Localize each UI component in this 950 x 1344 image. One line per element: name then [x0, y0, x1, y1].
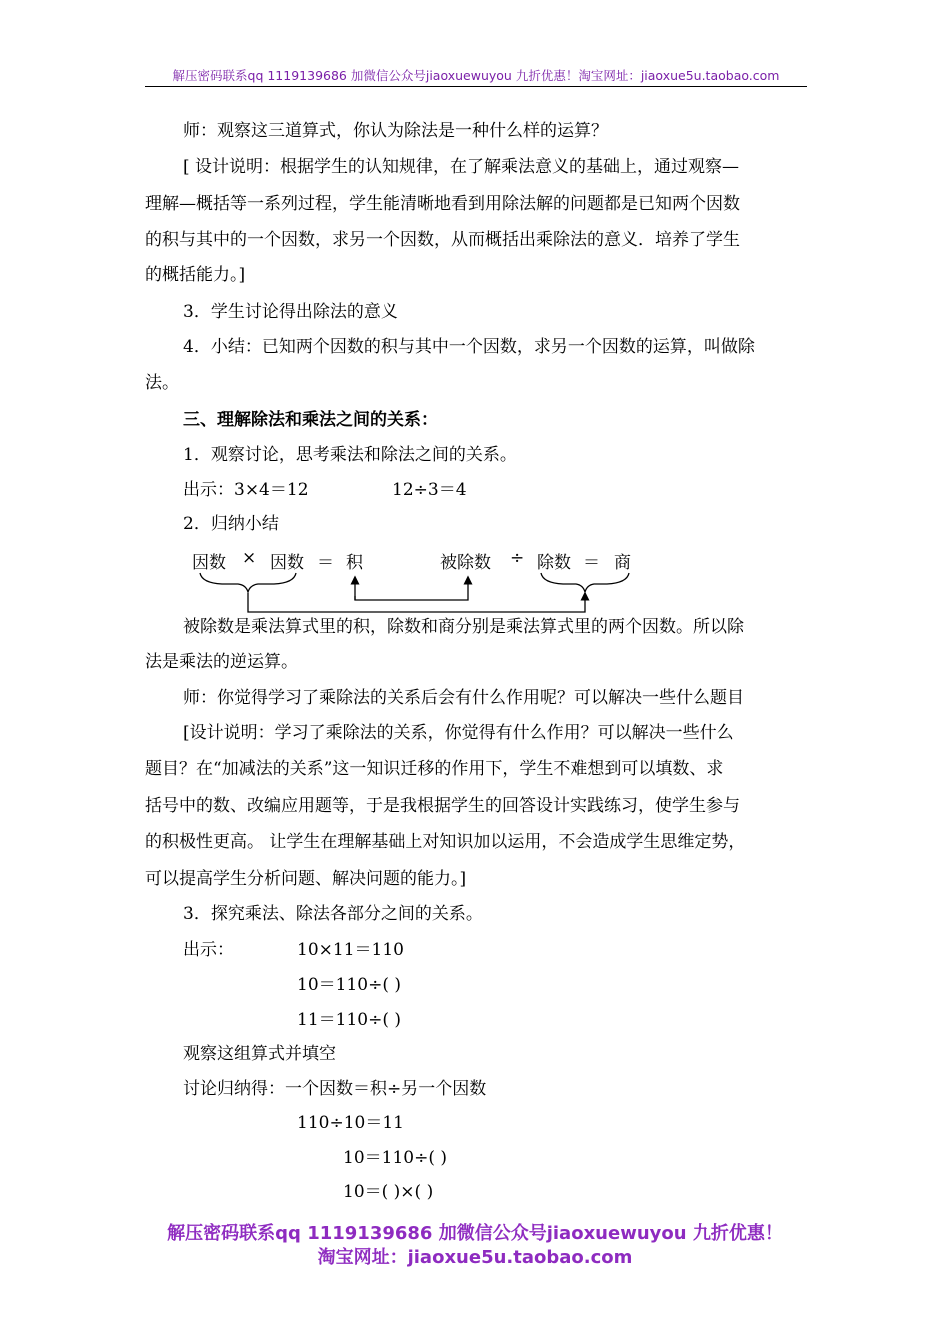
section-heading-3: 三、理解除法和乘法之间的关系：: [183, 410, 438, 430]
equation-10x11: 10×11＝110: [297, 940, 404, 960]
show-equation-1: 出示：3×4＝12: [183, 480, 309, 500]
design-note-2-line-1: [设计说明：学习了乘除法的关系，你觉得有什么作用？可以解决一些什么: [183, 723, 734, 743]
footer-watermark-line-2: 淘宝网址：jiaoxue5u.taobao.com: [317, 1247, 633, 1268]
discussion-result: 讨论归纳得：一个因数＝积÷另一个因数: [183, 1079, 487, 1099]
equation-10-blank: 10＝110÷( ): [297, 975, 401, 995]
equation-11-blank: 11＝110÷( ): [297, 1010, 401, 1030]
fill-in-instruction: 观察这组算式并填空: [183, 1044, 336, 1064]
product-label: 积: [346, 553, 363, 573]
design-note-line-2: 理解—概括等一系列过程，学生能清晰地看到用除法解的问题都是已知两个因数: [145, 194, 740, 214]
summary-line-2: 法。: [145, 373, 179, 393]
design-note-2-line-3: 括号中的数、改编应用题等，于是我根据学生的回答设计实践练习，使学生参与: [145, 796, 740, 816]
summary-line-1: 4．小结：已知两个因数的积与其中一个因数，求另一个因数的运算，叫做除: [183, 337, 755, 357]
divide-sign: ÷: [510, 548, 525, 568]
equals-sign-a: ＝: [317, 553, 334, 573]
design-note-line-4: 的概括能力。]: [145, 265, 246, 285]
equation-110div10: 110÷10＝11: [297, 1113, 404, 1133]
divisor-label: 除数: [537, 553, 571, 573]
factor-1-label: 因数: [192, 553, 226, 573]
times-sign: ×: [242, 548, 257, 568]
design-note-line-3: 的积与其中的一个因数，求另一个因数，从而概括出乘除法的意义．培养了学生: [145, 230, 740, 250]
show-label: 出示：: [183, 940, 234, 960]
relation-arrows: [0, 0, 950, 640]
conclusion-line-1: 被除数是乘法算式里的积，除数和商分别是乘法算式里的两个因数。所以除: [183, 617, 744, 637]
dividend-label: 被除数: [440, 553, 491, 573]
equation-10-eq-blank: 10＝110÷( ): [343, 1148, 447, 1168]
design-note-2-line-2: 题目？在“加减法的关系”这一知识迁移的作用下，学生不难想到可以填数、求: [145, 759, 724, 779]
show-equation-2: 12÷3＝4: [392, 480, 467, 500]
product-to-dividend-arrow: [355, 580, 468, 600]
step-3-discussion: 3．学生讨论得出除法的意义: [183, 302, 398, 322]
design-note-2-line-4: 的积极性更高。 让学生在理解基础上对知识加以运用，不会造成学生思维定势，: [145, 832, 746, 852]
design-note-line-1: [ 设计说明：根据学生的认知规律，在了解乘法意义的基础上，通过观察—: [183, 157, 740, 177]
step-2-summary: 2．归纳小结: [183, 514, 279, 534]
conclusion-line-2: 法是乘法的逆运算。: [145, 652, 298, 672]
footer-watermark-line-1: 解压密码联系qq 1119139686 加微信公众号jiaoxuewuyou 九折优惠！: [167, 1223, 783, 1244]
divisor-quotient-brace: [541, 573, 629, 592]
quotient-label: 商: [614, 553, 631, 573]
step-1-observe: 1．观察讨论，思考乘法和除法之间的关系。: [183, 445, 517, 465]
factor-to-divisor-arrow: [248, 593, 585, 612]
paragraph-teacher-question: 师：观察这三道算式，你认为除法是一种什么样的运算？: [183, 121, 608, 141]
header-watermark: 解压密码联系qq 1119139686 加微信公众号jiaoxuewuyou 九折优惠！淘宝网址：jiaoxue5u.taobao.com: [172, 68, 780, 83]
design-note-2-line-5: 可以提高学生分析问题、解决问题的能力。]: [145, 869, 467, 889]
factors-brace: [200, 573, 296, 592]
teacher-question-2: 师：你觉得学习了乘除法的关系后会有什么作用呢？可以解决一些什么题目: [183, 688, 744, 708]
equation-10-product-blank: 10＝( )×( ): [343, 1182, 434, 1202]
step-3-explore: 3．探究乘法、除法各部分之间的关系。: [183, 904, 483, 924]
factor-2-label: 因数: [270, 553, 304, 573]
equals-sign-b: ＝: [583, 553, 600, 573]
